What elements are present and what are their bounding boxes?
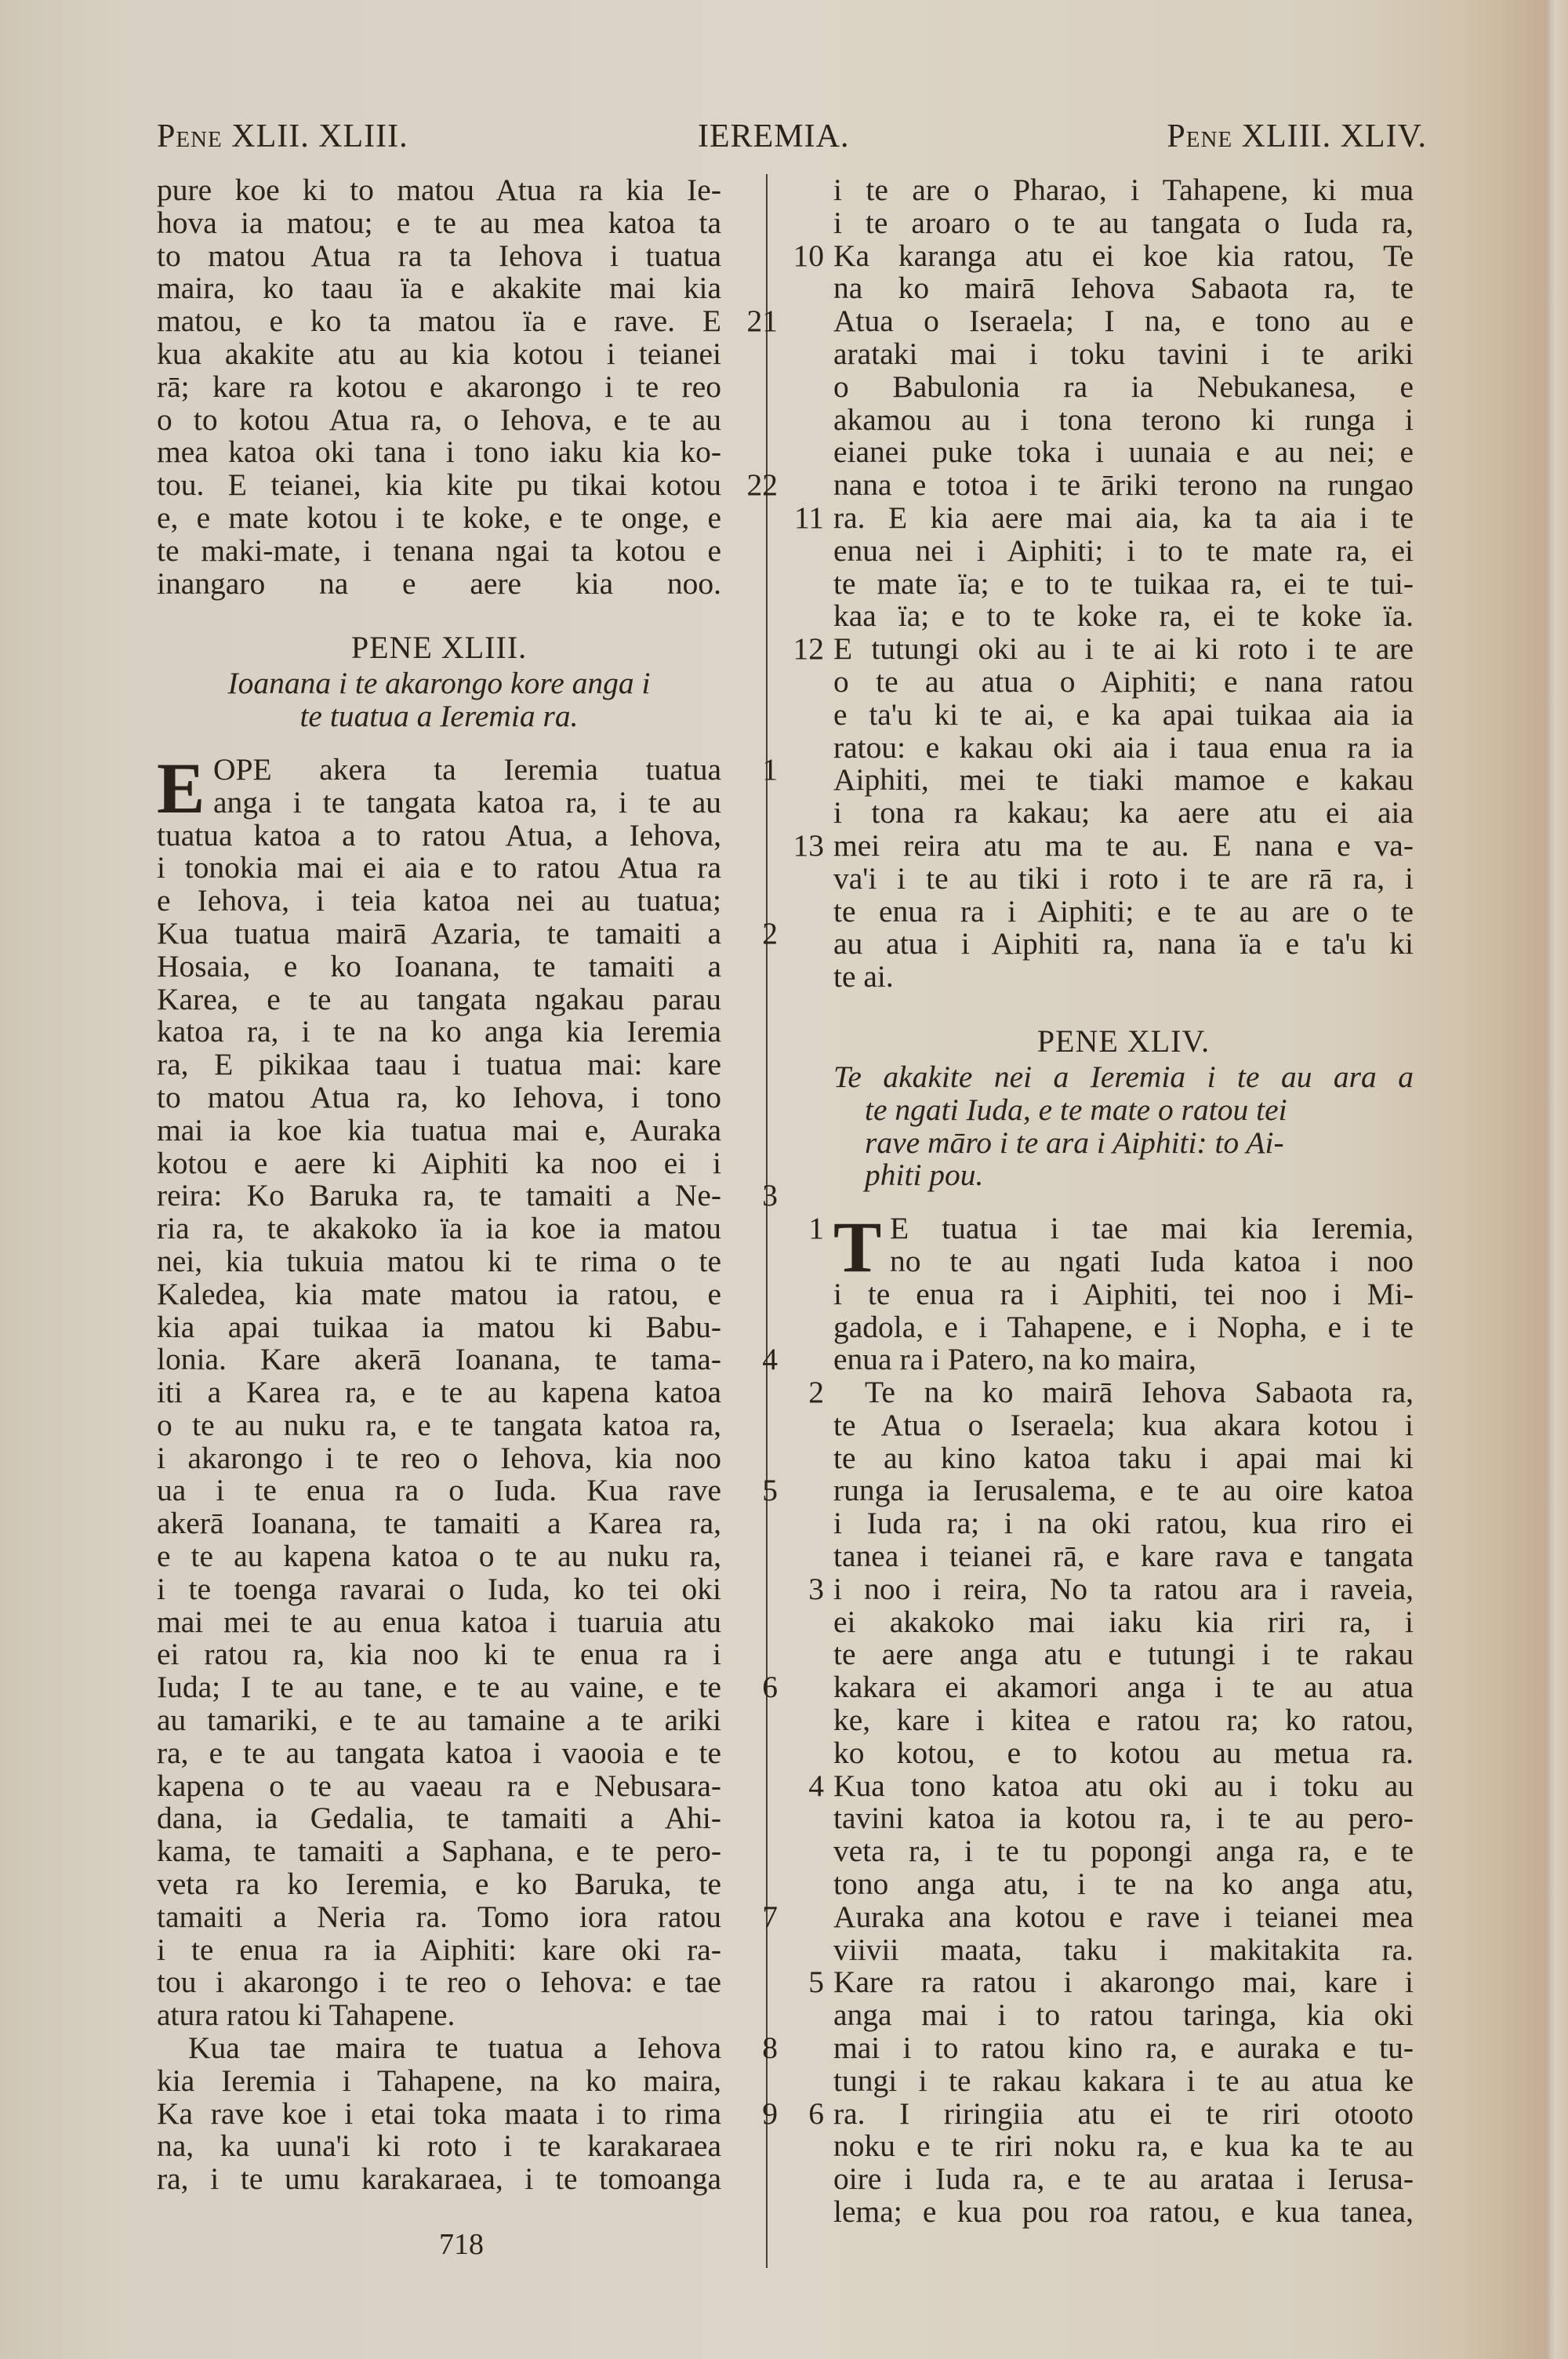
line-text: mai ia koe kia tuatua mai e, Auraka xyxy=(157,1112,721,1147)
line-text: te aere anga atu e tutungi i te rakau xyxy=(833,1637,1414,1672)
text-line xyxy=(157,852,721,885)
line-text: Kare ra ratou i akarongo mai, kare i xyxy=(833,1965,1414,2000)
line-text: ra. E kia aere mai aia, ka ta aia i te xyxy=(833,500,1414,535)
text-line xyxy=(157,1540,721,1573)
verse-number: 9 xyxy=(762,2095,778,2131)
text-line xyxy=(157,1737,721,1770)
verse-number: 6 xyxy=(762,1670,778,1705)
line-text: te au kino katoa taku i apai mai ki xyxy=(833,1440,1414,1475)
text-line xyxy=(833,663,1414,699)
text-line xyxy=(833,1245,1414,1278)
verse-number: 21 xyxy=(746,304,778,339)
line-text: e, e mate kotou i te koke, e te onge, e xyxy=(157,500,721,535)
line-text: hova ia matou; e te au mea katoa ta xyxy=(157,205,721,240)
verse-number: 7 xyxy=(762,1899,778,1934)
verse-number: 13 xyxy=(793,827,824,863)
line-text: ratou: e kakau oki aia i taua enua ra ia xyxy=(833,729,1414,765)
spacer xyxy=(157,733,721,754)
line-text: tamaiti a Neria ra. Tomo iora ratou xyxy=(157,1899,721,1934)
line-text: akamou au i tona terono ki runga i xyxy=(833,402,1414,437)
text-line xyxy=(157,436,721,469)
chapter-summary-line: phiti pou. xyxy=(865,1158,984,1193)
text-line xyxy=(833,1409,1414,1442)
line-text: o te au nuku ra, e te tangata katoa ra, xyxy=(157,1407,721,1442)
line-text: tungi i te rakau kakara i te au atua ke xyxy=(833,2063,1414,2098)
line-text: kapena o te au vaeau ra e Nebusara- xyxy=(157,1768,721,1803)
line-text: tono anga atu, i te na ko anga atu, xyxy=(833,1866,1414,1902)
line-text: i te are o Pharao, i Tahapene, ki mua xyxy=(833,173,1414,207)
header-left-chapters xyxy=(157,118,408,155)
text-line xyxy=(833,436,1414,469)
text-line xyxy=(793,500,1414,535)
line-text: ko kotou, e to kotou au metua ra. xyxy=(833,1735,1414,1770)
text-line xyxy=(157,1670,778,1705)
line-text: kama, te tamaiti a Saphana, e te pero- xyxy=(157,1834,721,1869)
text-line xyxy=(157,1342,778,1377)
page-number: 718 xyxy=(439,2228,484,2261)
text-line xyxy=(157,2163,721,2196)
header-left-range: XLII. XLIII. xyxy=(231,118,408,154)
text-line xyxy=(833,1474,1414,1507)
right-column xyxy=(793,173,1414,2230)
line-text: e Iehova, i teia katoa nei au tuatua; xyxy=(157,883,721,918)
text-line xyxy=(157,272,721,305)
text-line xyxy=(157,915,778,951)
text-line xyxy=(833,893,1414,929)
line-text: Ka karanga atu ei koe kia ratou, Te xyxy=(833,238,1414,273)
book-title: IEREMIA. xyxy=(698,118,850,154)
chapter-summary-line: Ioanana i te akarongo kore anga i xyxy=(227,666,651,701)
line-text: Aiphiti, mei te tiaki mamoe e kakau xyxy=(833,762,1414,798)
text-line xyxy=(833,1540,1414,1573)
text-line xyxy=(833,1507,1414,1540)
chapter-opening xyxy=(808,1207,1414,1288)
text-line xyxy=(833,404,1414,437)
text-line xyxy=(833,1278,1414,1311)
text-line xyxy=(833,1638,1414,1671)
line-text: ei ratou ra, kia noo ki te enua ra i xyxy=(157,1637,721,1672)
text-line xyxy=(808,1211,1414,1246)
line-text: Auraka ana kotou e rave i teianei mea xyxy=(833,1899,1414,1934)
line-text: atura ratou ki Tahapene. xyxy=(157,1997,456,2033)
verse-number: 4 xyxy=(762,1342,778,1377)
text-line xyxy=(157,1049,721,1081)
line-text: akerā Ioanana, te tamaiti a Karea ra, xyxy=(157,1506,721,1541)
line-text: lema; e kua pou roa ratou, e kua tanea, xyxy=(833,2194,1414,2230)
line-text: OPE akera ta Ieremia tuatua xyxy=(213,751,721,787)
running-header xyxy=(157,118,1427,165)
drop-cap-letter: E xyxy=(157,747,205,828)
text-line xyxy=(793,238,1414,273)
text-line xyxy=(833,371,1414,404)
line-text: oire i Iuda ra, e te au arataa i Ierusa- xyxy=(833,2161,1414,2197)
text-line xyxy=(833,797,1414,830)
text-line xyxy=(157,1770,721,1803)
text-line xyxy=(157,240,721,273)
line-text: e ta'u ki te ai, e ka apai tuikaa aia ia xyxy=(833,696,1414,732)
text-line xyxy=(833,305,1414,338)
line-text: runga ia Ierusalema, e te au oire katoa xyxy=(833,1473,1414,1508)
line-text: i tonokia mai ei aia e to ratou Atua ra xyxy=(157,850,721,885)
text-line xyxy=(157,2065,721,2098)
text-line xyxy=(833,729,1414,765)
text-line xyxy=(157,1114,721,1147)
verse-number: 8 xyxy=(762,2030,778,2066)
line-text: to matou Atua ra ta Iehova i tuatua xyxy=(157,238,721,273)
line-text: i te enua ra ia Aiphiti: kare oki ra- xyxy=(157,1932,721,1967)
text-line xyxy=(833,2130,1414,2163)
text-line xyxy=(833,860,1414,896)
verse-number: 3 xyxy=(762,1178,778,1213)
text-line xyxy=(157,1606,721,1639)
line-text: Hosaia, e ko Ioanana, te tamaiti a xyxy=(157,948,721,983)
text-line xyxy=(793,631,1414,667)
text-line xyxy=(808,1375,1414,1410)
text-line xyxy=(833,565,1414,601)
line-text: e te au kapena katoa o te au nuku ra, xyxy=(157,1539,721,1574)
text-line xyxy=(833,696,1414,732)
verse-number: 1 xyxy=(762,751,778,787)
text-line xyxy=(157,1934,721,1967)
line-text: Kaledea, kia mate matou ia ratou, e xyxy=(157,1276,721,1311)
line-text: Iuda; I te au tane, e te au vaine, e te xyxy=(157,1670,721,1705)
line-text: va'i i te au tiki i roto i te are rā ra, i xyxy=(833,860,1414,896)
text-line xyxy=(157,207,721,240)
verse-number: 2 xyxy=(762,915,778,951)
line-text: te mate ïa; e to te tuikaa ra, ei te tui- xyxy=(833,565,1414,601)
line-text: Kua tae maira te tuatua a Iehova xyxy=(188,2030,721,2066)
line-text: tuatua katoa a to ratou Atua, a Iehova, xyxy=(157,817,721,852)
text-line xyxy=(833,1934,1414,1967)
text-line xyxy=(808,1965,1414,2000)
text-line xyxy=(157,2095,778,2131)
line-text: mea katoa oki tana i tono iaku kia ko- xyxy=(157,434,721,470)
line-text: kua akakite atu au kia kotou i teianei xyxy=(157,336,721,371)
text-line xyxy=(157,2130,721,2163)
line-text: katoa ra, i te na ko anga kia Ieremia xyxy=(157,1014,721,1049)
text-line xyxy=(833,1343,1414,1376)
text-line xyxy=(833,174,1414,207)
line-text: ria ra, te akakoko ïa ia koe ia matou xyxy=(157,1211,721,1246)
line-text: kotou e aere ki Aiphiti ka noo ei i xyxy=(157,1145,721,1180)
line-text: dana, ia Gedalia, te tamaiti a Ahi- xyxy=(157,1801,721,1836)
text-line xyxy=(808,1768,1414,1803)
text-line xyxy=(833,1704,1414,1737)
header-right-chapters xyxy=(1167,118,1427,155)
line-text: ra, E pikikaa taau i tuatua mai: kare xyxy=(157,1047,721,1082)
line-text: Atua o Iseraela; I na, e tono au e xyxy=(833,304,1414,339)
header-left-prefix: Pene xyxy=(157,118,223,154)
line-text: veta ra, i te tu popongi anga ra, e te xyxy=(833,1834,1414,1869)
text-line xyxy=(157,1573,721,1606)
line-text: te enua ra i Aiphiti; e te au are o te xyxy=(833,893,1414,929)
text-line xyxy=(157,1999,721,2032)
line-text: gadola, e i Tahapene, e i Nopha, e i te xyxy=(833,1309,1414,1344)
text-line xyxy=(833,207,1414,240)
text-line xyxy=(157,1868,721,1901)
text-line xyxy=(157,1473,778,1508)
text-line xyxy=(157,304,778,339)
text-line xyxy=(157,2030,778,2066)
line-text: o to kotou Atua ra, o Iehova, e te au xyxy=(157,402,721,437)
line-text: reira: Ko Baruka ra, te tamaiti a Ne- xyxy=(157,1178,721,1213)
line-text: Kua tuatua mairā Azaria, te tamaiti a xyxy=(157,915,721,951)
line-text: lonia. Kare akerā Ioanana, te tama- xyxy=(157,1342,721,1377)
line-text: au tamariki, e te au tamaine a te ariki xyxy=(157,1703,721,1738)
line-text: o Babulonia ra ia Nebukanesa, e xyxy=(833,369,1414,404)
text-line xyxy=(157,885,721,918)
chapter-heading: PENE XLIV. xyxy=(1036,1023,1210,1059)
line-text: enua nei i Aiphiti; i to te mate ra, ei xyxy=(833,533,1414,568)
verse-number: 6 xyxy=(808,2095,824,2131)
text-line xyxy=(157,1376,721,1409)
line-text: o te au atua o Aiphiti; e nana ratou xyxy=(833,663,1414,699)
text-line xyxy=(833,928,1414,961)
chapter-opening xyxy=(157,747,778,828)
line-text: i noo i reira, No ta ratou ara i raveia, xyxy=(833,1571,1414,1606)
chapter-summary-line: te tuatua a Ieremia ra. xyxy=(299,699,579,734)
text-line xyxy=(833,1442,1414,1475)
text-line xyxy=(833,469,1414,502)
line-text: te maki-mate, i tenana ngai ta kotou e xyxy=(157,533,721,568)
verse-number: 22 xyxy=(746,467,778,503)
chapter-heading: PENE XLIII. xyxy=(350,630,528,666)
text-line xyxy=(833,338,1414,371)
text-line xyxy=(833,1835,1414,1868)
text-line xyxy=(157,948,721,983)
line-text: ke, kare i kitea e ratou ra; ko ratou, xyxy=(833,1703,1414,1738)
line-text: Kua tono katoa atu oki au i toku au xyxy=(833,1768,1414,1803)
line-text: ei akakoko mai iaku kia riri ra, i xyxy=(833,1604,1414,1639)
chapter-summary-line: rave māro i te ara i Aiphiti: to Ai- xyxy=(865,1125,1284,1160)
text-line xyxy=(157,1507,721,1540)
header-right-prefix: Pene xyxy=(1167,118,1233,154)
line-text: i akarongo i te reo o Iehova, kia noo xyxy=(157,1440,721,1475)
text-line xyxy=(833,1802,1414,1835)
line-text: viivii maata, taku i makitakita ra. xyxy=(833,1932,1414,1967)
verse-number: 10 xyxy=(793,238,824,273)
text-line xyxy=(157,1899,778,1934)
left-column xyxy=(157,173,778,2197)
chapter-summary-line: Te akakite nei a Ieremia i te au ara a xyxy=(833,1059,1414,1094)
text-line xyxy=(157,1278,721,1311)
verse-number: 5 xyxy=(762,1473,778,1508)
line-text: i te enua ra i Aiphiti, tei noo i Mi- xyxy=(833,1276,1414,1311)
text-line xyxy=(157,174,721,207)
line-text: mei reira atu ma te au. E nana e va- xyxy=(833,827,1414,863)
text-line xyxy=(157,565,721,601)
verse-number: 4 xyxy=(808,1768,824,1803)
line-text: au atua i Aiphiti ra, nana ïa e ta'u ki xyxy=(833,926,1414,961)
text-line xyxy=(833,600,1414,633)
line-text: kia apai tuikaa ia matou ki Babu- xyxy=(157,1309,721,1344)
line-text: anga mai i to ratou taringa, kia oki xyxy=(833,1997,1414,2033)
text-line xyxy=(157,817,721,852)
text-line xyxy=(157,1311,721,1344)
verse-number: 3 xyxy=(808,1571,824,1606)
line-text: tavini katoa ia kotou ra, i te au pero- xyxy=(833,1801,1414,1836)
text-line xyxy=(793,827,1414,863)
text-line xyxy=(157,1704,721,1737)
line-text: nana e totoa i te āriki terono na rungao xyxy=(833,467,1414,503)
text-line xyxy=(157,1802,721,1835)
text-line xyxy=(833,1671,1414,1704)
text-line xyxy=(157,1638,721,1671)
text-line xyxy=(157,404,721,437)
text-line xyxy=(157,467,778,503)
spacer xyxy=(833,1192,1414,1212)
text-line xyxy=(157,1178,778,1213)
line-text: iti a Karea ra, e te au kapena katoa xyxy=(157,1375,721,1410)
text-line xyxy=(833,535,1414,568)
text-line xyxy=(157,751,778,787)
text-line xyxy=(157,502,721,535)
text-line xyxy=(833,2163,1414,2196)
line-text: na, ka uuna'i ki roto i te karakaraea xyxy=(157,2128,721,2164)
line-text: ra, i te umu karakaraea, i te tomoanga xyxy=(157,2161,721,2197)
line-text: te ai. xyxy=(833,959,894,994)
line-text: kia Ieremia i Tahapene, na ko maira, xyxy=(157,2063,721,2098)
line-text: rā; kare ra kotou e akarongo i te reo xyxy=(157,369,721,404)
verse-number: 2 xyxy=(808,1375,824,1410)
text-line xyxy=(833,1901,1414,1934)
text-line xyxy=(157,1245,721,1278)
line-text: Karea, e te au tangata ngakau parau xyxy=(157,981,721,1016)
text-line xyxy=(833,2196,1414,2229)
verse-number: 11 xyxy=(793,500,824,535)
line-text: kaa ïa; e to te koke ra, ei te koke ïa. xyxy=(833,598,1414,634)
line-text: inangaro na e aere kia noo. xyxy=(157,565,721,601)
line-text: eianei puke toka i uunaia e au nei; e xyxy=(833,434,1414,470)
line-text: tou i akarongo i te reo o Iehova: e tae xyxy=(157,1965,721,2000)
drop-cap-letter: T xyxy=(833,1207,882,1288)
line-text: pure koe ki to matou Atua ra kia Ie- xyxy=(157,173,721,207)
line-text: na ko mairā Iehova Sabaota ra, te xyxy=(833,271,1414,306)
line-text: kakara ei akamori anga i te au atua xyxy=(833,1670,1414,1705)
line-text: nei, kia tukuia matou ki te rima o te xyxy=(157,1243,721,1278)
line-text: ra, e te au tangata katoa i vaooia e te xyxy=(157,1735,721,1770)
text-line xyxy=(157,1442,721,1475)
text-line xyxy=(157,338,721,371)
text-line xyxy=(833,1999,1414,2032)
line-text: Ka rave koe i etai toka maata i to rima xyxy=(157,2095,721,2131)
text-line xyxy=(808,1571,1414,1606)
text-line xyxy=(833,961,1414,994)
line-text: tou. E teianei, kia kite pu tikai kotou xyxy=(157,467,721,503)
adjacent-page-edge xyxy=(1546,0,1568,2359)
verse-number: 1 xyxy=(808,1211,824,1246)
line-text: anga i te tangata katoa ra, i te au xyxy=(213,784,721,820)
line-text: i tona ra kakau; ka aere atu ei aia xyxy=(833,795,1414,831)
line-text: i Iuda ra; i na oki ratou, kua riro ei xyxy=(833,1506,1414,1541)
verse-number: 5 xyxy=(808,1965,824,2000)
text-line xyxy=(157,371,721,404)
text-line xyxy=(833,2065,1414,2098)
verse-number: 12 xyxy=(793,631,824,667)
text-line xyxy=(833,1868,1414,1901)
text-line xyxy=(157,1147,721,1180)
text-line xyxy=(157,1409,721,1442)
line-text: E tuatua i tae mai kia Ieremia, xyxy=(890,1211,1414,1246)
line-text: noku e te riri noku ra, e kua ka te au xyxy=(833,2128,1414,2164)
text-line xyxy=(157,1835,721,1868)
text-line xyxy=(157,784,721,820)
line-text: i te aroaro o te au tangata o Iuda ra, xyxy=(833,205,1414,240)
line-text: maira, ko taau ïa e akakite mai kia xyxy=(157,271,721,306)
line-text: mai mei te au enua katoa i tuaruia atu xyxy=(157,1604,721,1639)
line-text: ua i te enua ra o Iuda. Kua rave xyxy=(157,1473,721,1508)
text-line xyxy=(157,1966,721,1999)
text-line xyxy=(833,1606,1414,1639)
text-line xyxy=(833,272,1414,305)
line-text: E tutungi oki au i te ai ki roto i te are xyxy=(833,631,1414,667)
text-line xyxy=(157,535,721,568)
line-text: i te toenga ravarai o Iuda, ko tei oki xyxy=(157,1571,721,1606)
header-right-range: XLIII. XLIV. xyxy=(1241,118,1427,154)
line-text: arataki mai i toku tavini i te ariki xyxy=(833,336,1414,371)
text-line xyxy=(157,983,721,1016)
text-line xyxy=(833,1737,1414,1770)
line-text: Te na ko mairā Iehova Sabaota ra, xyxy=(865,1375,1414,1410)
text-line xyxy=(157,1212,721,1245)
text-line xyxy=(833,1311,1414,1344)
line-text: mai i to ratou kino ra, e auraka e tu- xyxy=(833,2030,1414,2066)
chapter-summary-line: te ngati Iuda, e te mate o ratou tei xyxy=(865,1092,1287,1127)
text-line xyxy=(833,764,1414,797)
line-text: tanea i teianei rā, e kare rava e tangata xyxy=(833,1539,1414,1574)
line-text: enua ra i Patero, na ko maira, xyxy=(833,1342,1196,1377)
line-text: no te au ngati Iuda katoa i noo xyxy=(890,1243,1414,1278)
line-text: to matou Atua ra, ko Iehova, i tono xyxy=(157,1079,721,1114)
line-text: matou, e ko ta matou ïa e rave. E xyxy=(157,304,721,339)
text-line xyxy=(833,2032,1414,2065)
text-line xyxy=(157,1016,721,1049)
line-text: veta ra ko Ieremia, e ko Baruka, te xyxy=(157,1866,721,1902)
text-line xyxy=(808,2095,1414,2131)
text-line xyxy=(157,1081,721,1114)
line-text: ra. I riringiia atu ei te riri otooto xyxy=(833,2095,1414,2131)
line-text: te Atua o Iseraela; kua akara kotou i xyxy=(833,1407,1414,1442)
